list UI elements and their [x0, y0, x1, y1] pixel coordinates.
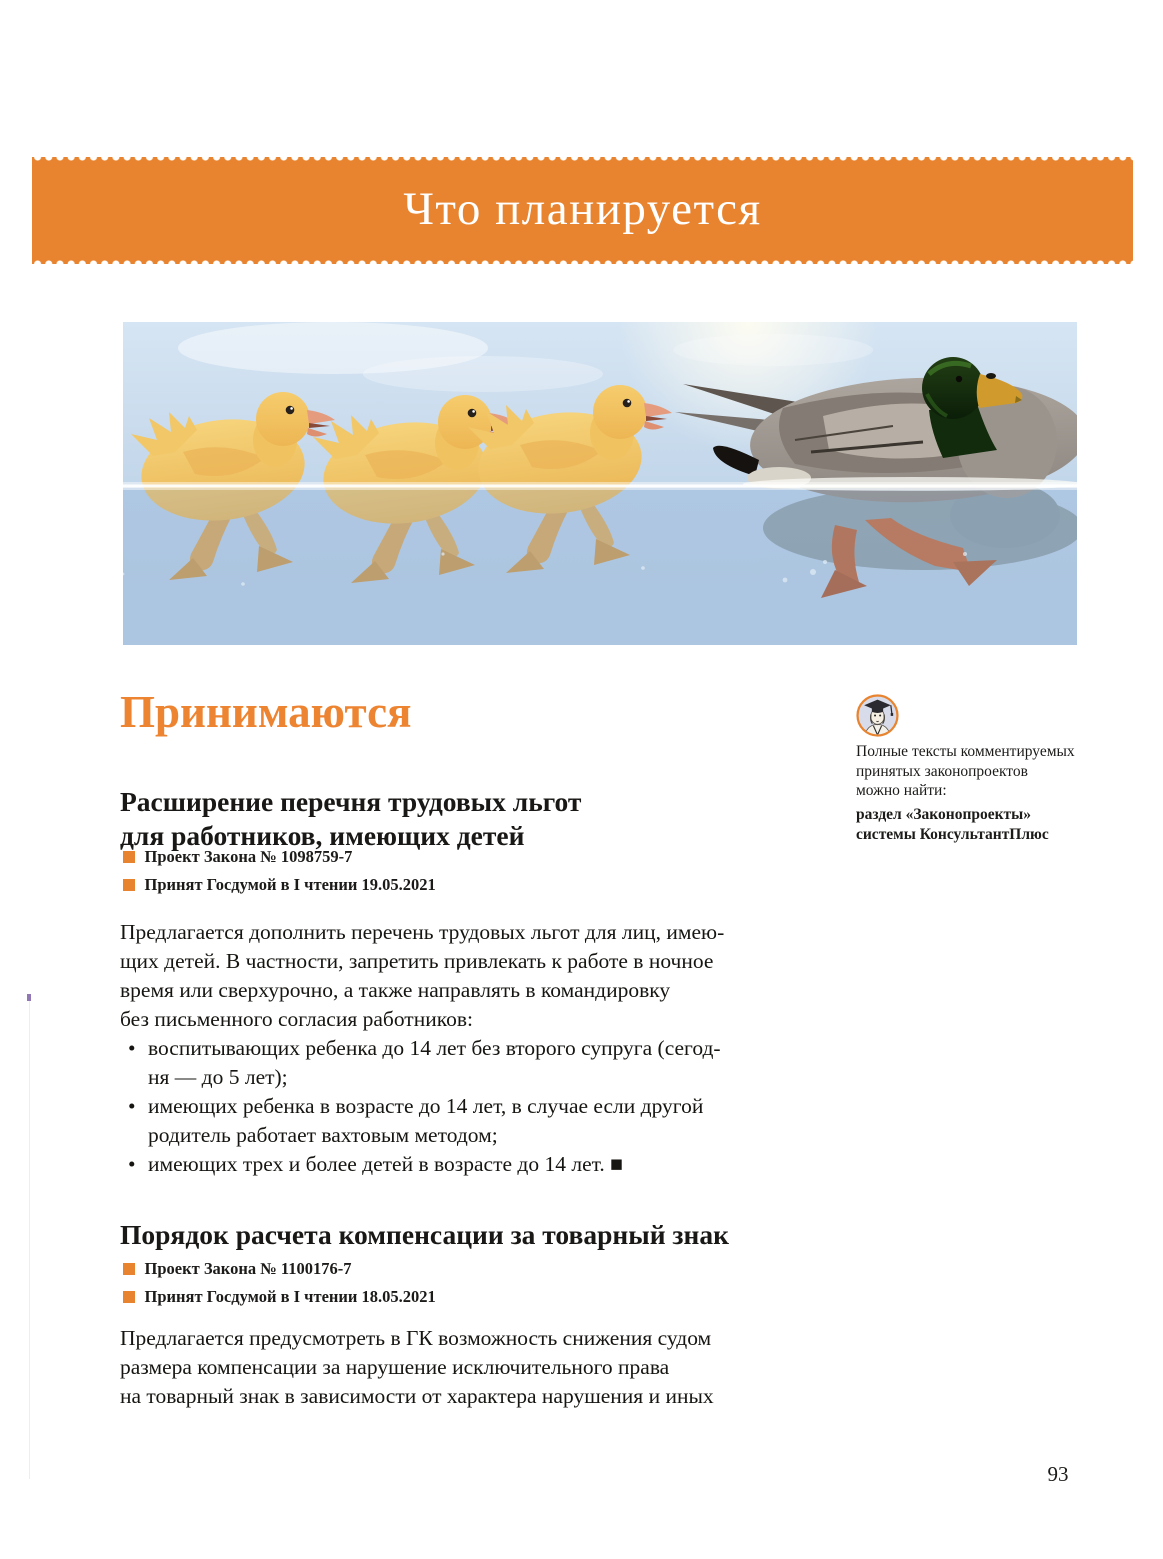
sidebar-note-bold-line: раздел «Законопроекты» — [856, 805, 1032, 823]
bullet-marker: • — [128, 1152, 136, 1176]
waterline-highlight — [123, 485, 1077, 488]
bullet-marker: • — [128, 1094, 136, 1118]
list-item: • имеющих трех и более детей в возрасте до 14 лет. ■ — [120, 1150, 724, 1179]
page-number: 93 — [1047, 1462, 1069, 1486]
bullet-marker: • — [128, 1036, 136, 1060]
article-2-meta-project: Проект Закона № 1100176-7 — [123, 1257, 352, 1281]
scan-artifact-line — [29, 1001, 30, 1479]
paragraph-line: без письменного согласия работников: — [120, 1007, 473, 1031]
article-1-body — [120, 918, 724, 1179]
list-item: • имеющих ребенка в возрасте до 14 лет, в случае если другой — [120, 1092, 724, 1121]
article-2-meta-status: Принят Госдумой в I чтении 18.05.2021 — [123, 1285, 436, 1309]
list-item-continuation: родитель работает вахтовым методом; — [148, 1123, 498, 1147]
ducks-photo — [123, 322, 1077, 645]
sidebar-note-line: можно найти: — [856, 782, 947, 799]
cloud — [363, 356, 603, 392]
paragraph-line: Предлагается дополнить перечень трудовых льгот для лиц, имею- — [120, 920, 725, 944]
orange-square-bullet — [123, 1291, 135, 1303]
section-banner — [32, 157, 1133, 264]
list-item-continuation: ня — до 5 лет); — [148, 1065, 288, 1089]
section-title: Принимаются — [120, 687, 412, 737]
sidebar-note-line: Полные тексты комментируемых — [856, 743, 1075, 760]
article-1-meta-project: Проект Закона № 1098759-7 — [123, 845, 352, 869]
sidebar-note-line: принятых законопроектов — [856, 762, 1028, 780]
orange-square-bullet — [123, 879, 135, 891]
sidebar-note — [856, 742, 1096, 846]
cloud — [673, 334, 873, 366]
paragraph-line: размера компенсации за нарушение исключительного права — [120, 1355, 670, 1379]
banner-title: Что планируется — [403, 183, 762, 235]
scan-artifact-mark — [27, 994, 31, 1001]
list-item: • воспитывающих ребенка до 14 лет без второго супруга (сегод- — [120, 1034, 724, 1063]
article-2-body — [120, 1324, 714, 1411]
orange-square-bullet — [123, 1263, 135, 1275]
article-1-meta-status: Принят Госдумой в I чтении 19.05.2021 — [123, 873, 436, 897]
article-1-title: Расширение перечня трудовых льгот для работников, имеющих детей — [120, 786, 582, 851]
paragraph-line: на товарный знак в зависимости от характера нарушения и иных — [120, 1384, 714, 1408]
sidebar-note-bold-line: системы КонсультантПлюс — [856, 826, 1049, 843]
sidebar-note-bold — [856, 805, 1096, 846]
paragraph-line: время или сверхурочно, а также направлять в командировку — [120, 978, 671, 1002]
underwater-tint — [123, 488, 1077, 645]
paragraph-line: щих детей. В частности, запретить привлекать к работе в ночное — [120, 949, 714, 973]
consultant-plus-mascot-icon — [856, 694, 899, 737]
paragraph-line: Предлагается предусмотреть в ГК возможность снижения судом — [120, 1326, 712, 1350]
orange-square-bullet — [123, 851, 135, 863]
article-2-title: Порядок расчета компенсации за товарный знак — [120, 1219, 729, 1250]
